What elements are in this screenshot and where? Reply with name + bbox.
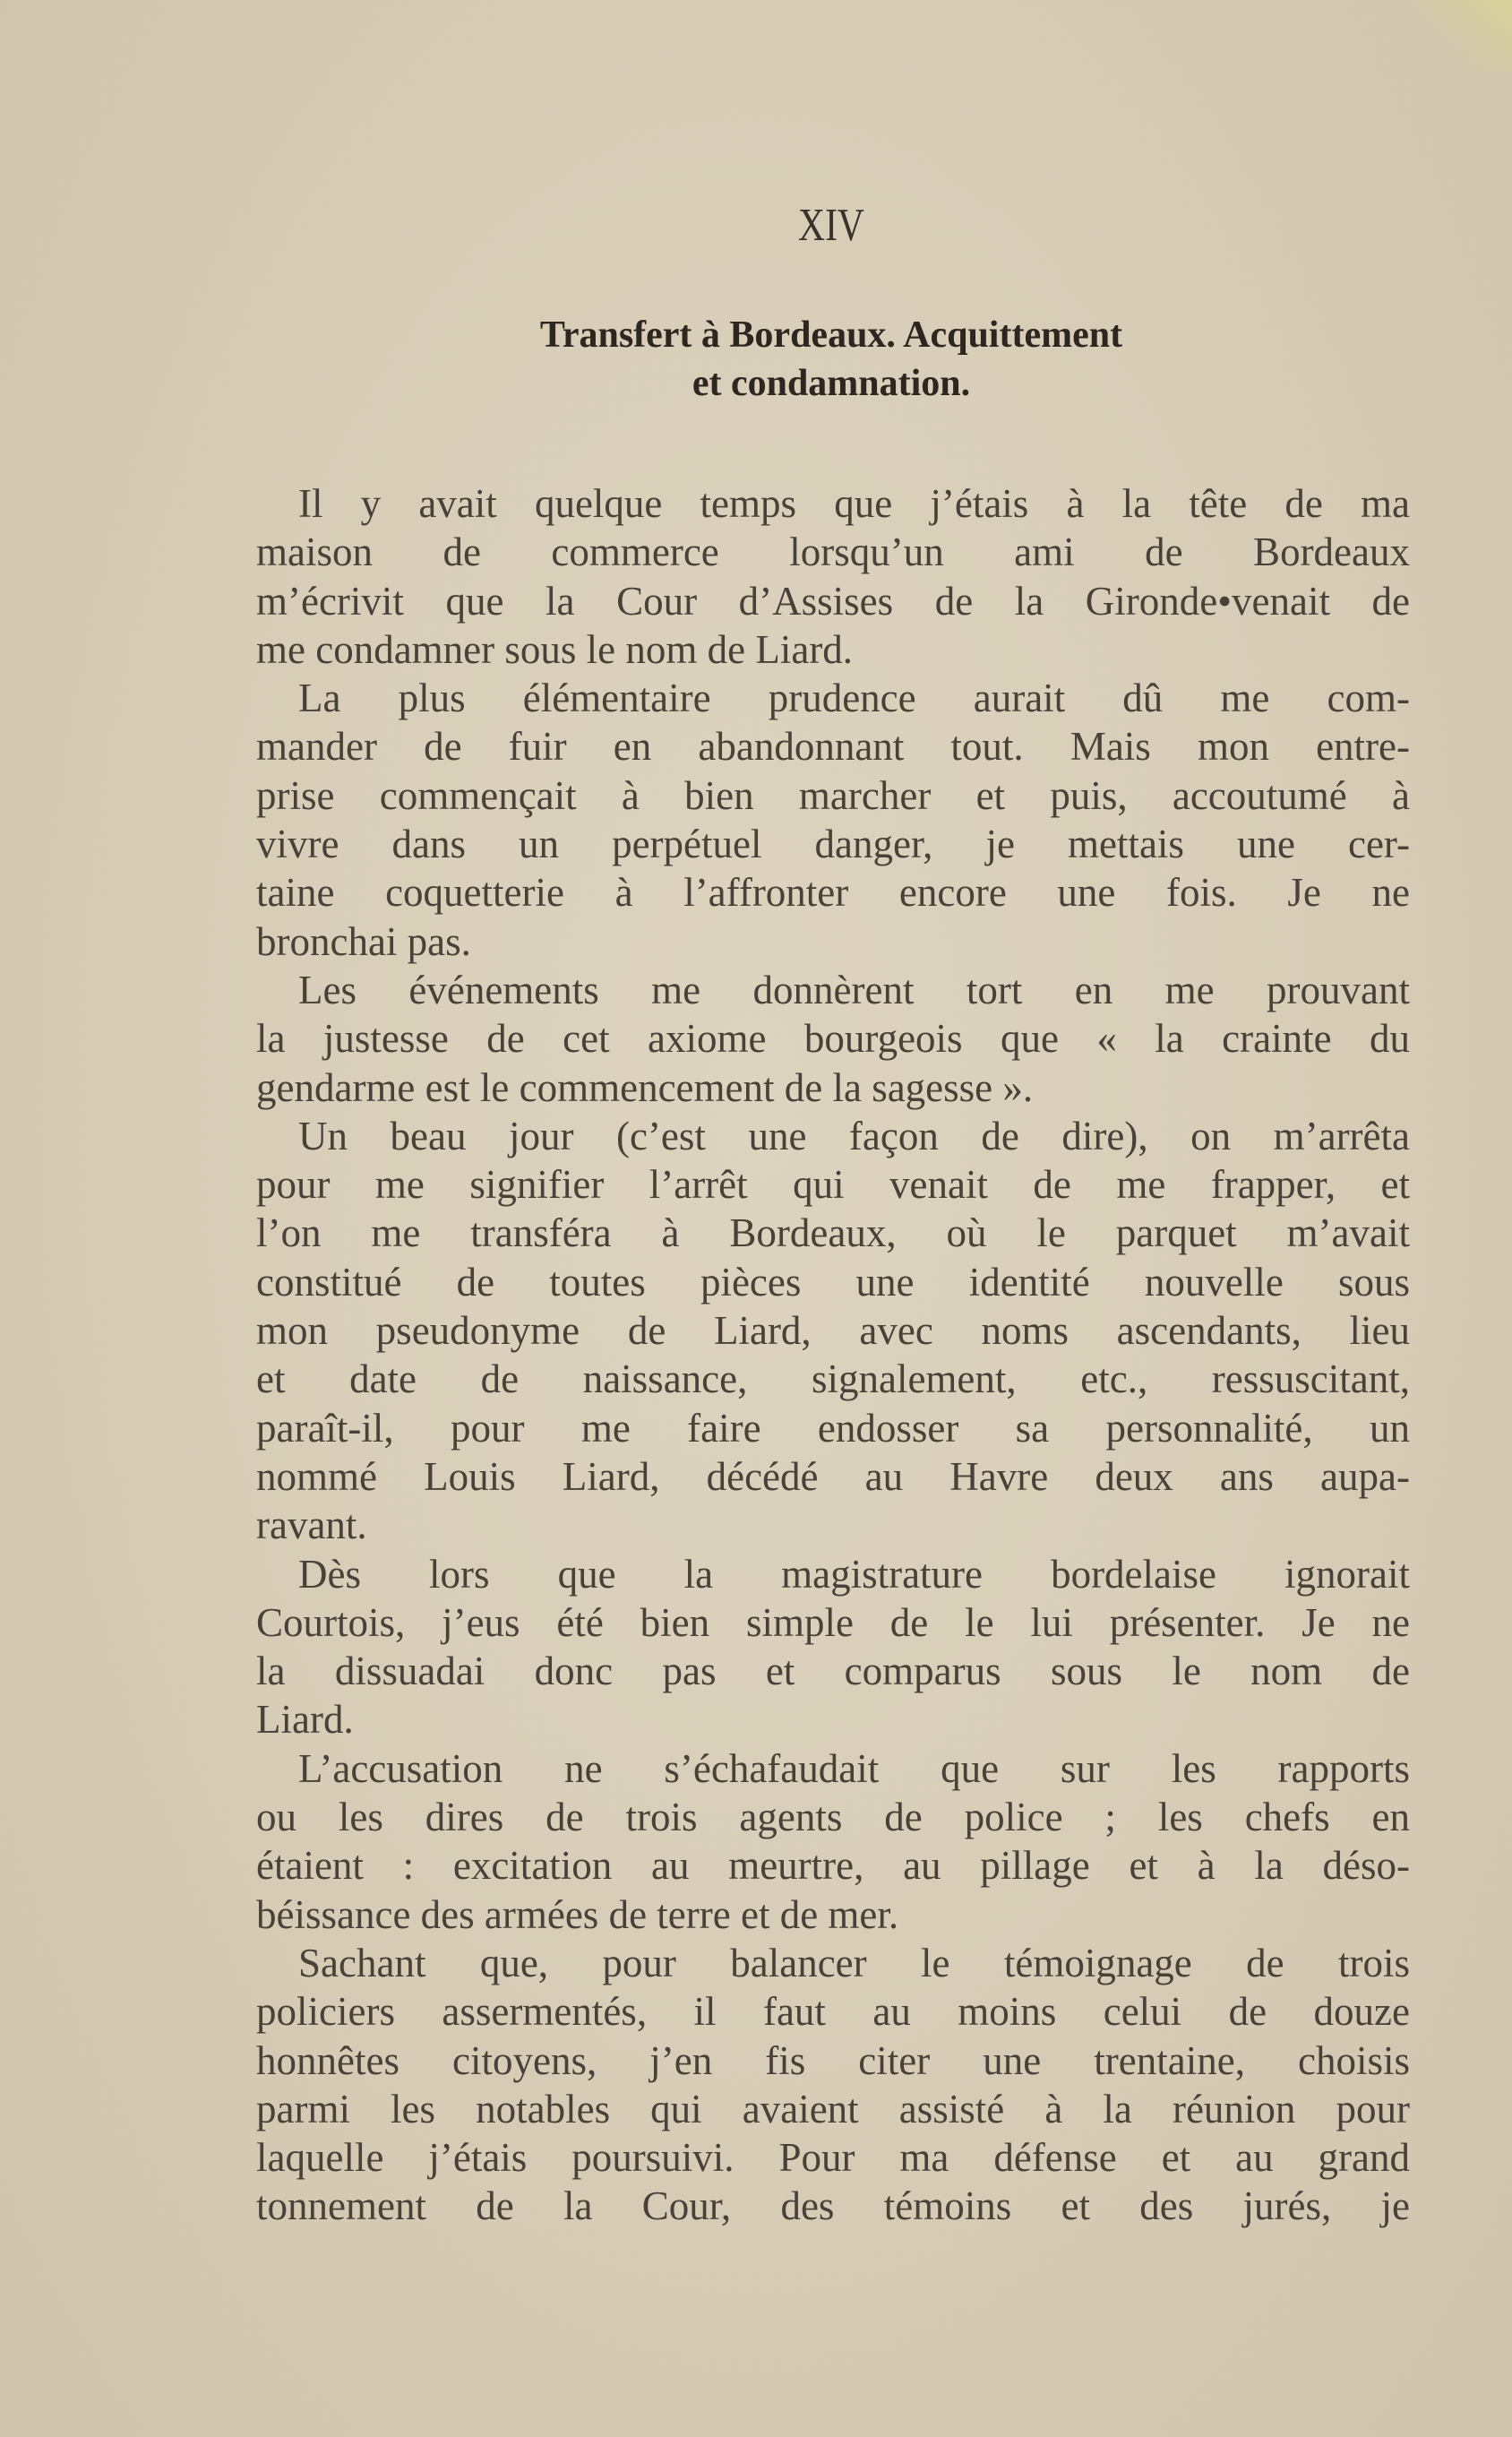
text-line: mon pseudonyme de Liard, avec noms ascendants, lieu — [256, 1308, 1410, 1354]
text-line: béissance des armées de terre et de mer. — [256, 1891, 899, 1937]
text-line: parmi les notables qui avaient assisté à la réunion pour — [256, 2086, 1410, 2131]
text-line: Un beau jour (c’est une façon de dire), on m’arrêta — [298, 1113, 1410, 1158]
text-line: mander de fuir en abandonnant tout. Mais mon entre- — [256, 724, 1410, 770]
chapter-title-line-2: et condamnation. — [692, 363, 971, 404]
body-text — [256, 479, 1410, 2231]
text-line: la justesse de cet axiome bourgeois que « la crainte du — [256, 1016, 1410, 1062]
text-line: Les événements me donnèrent tort en me prouvant — [298, 967, 1410, 1012]
page-corner-stain — [1413, 0, 1512, 72]
text-line: et date de naissance, signalement, etc., ressuscitant, — [256, 1356, 1410, 1402]
text-line: prise commençait à bien marcher et puis, accoutumé à — [256, 772, 1410, 818]
text-line: Sachant que, pour balancer le témoignage de trois — [298, 1940, 1410, 1985]
text-line: La plus élémentaire prudence aurait dû me com- — [298, 676, 1410, 721]
chapter-title-line-1: Transfert à Bordeaux. Acquittement — [539, 314, 1123, 356]
text-line: maison de commerce lorsqu’un ami de Bordeaux — [256, 530, 1410, 575]
text-line: ou les dires de trois agents de police ; les chefs en — [256, 1795, 1410, 1840]
text-line: Liard. — [256, 1697, 354, 1743]
text-line: laquelle j’étais poursuivi. Pour ma défense et au grand — [256, 2135, 1410, 2181]
text-line: policiers assermentés, il faut au moins celui de douze — [256, 1989, 1410, 2035]
text-line: gendarme est le commencement de la sagesse ». — [256, 1064, 1034, 1110]
text-line: l’on me transféra à Bordeaux, où le parquet m’avait — [256, 1210, 1410, 1256]
text-line: la dissuadai donc pas et comparus sous le nom de — [256, 1649, 1410, 1694]
text-line: pour me signifier l’arrêt qui venait de me frapper, et — [256, 1162, 1410, 1208]
text-line: m’écrivit que la Cour d’Assises de la Gironde•venait de — [256, 578, 1410, 624]
text-line: étaient : excitation au meurtre, au pillage et à la déso- — [256, 1843, 1410, 1889]
text-line: Courtois, j’eus été bien simple de le lui présenter. Je ne — [256, 1599, 1410, 1645]
text-line: nommé Louis Liard, décédé au Havre deux ans aupa- — [256, 1453, 1410, 1499]
text-line: ravant. — [256, 1503, 367, 1548]
text-line: Il y avait quelque temps que j’étais à la tête de ma — [298, 481, 1410, 526]
text-line: honnêtes citoyens, j’en fis citer une trentaine, choisis — [256, 2037, 1410, 2083]
text-line: tonnement de la Cour, des témoins et des jurés, je — [256, 2183, 1410, 2229]
chapter-number: XIV — [798, 200, 864, 251]
text-line: Dès lors que la magistrature bordelaise ignorait — [298, 1551, 1410, 1597]
text-line: bronchai pas. — [256, 918, 471, 964]
text-line: paraît-il, pour me faire endosser sa personnalité, un — [256, 1405, 1410, 1451]
text-line: me condamner sous le nom de Liard. — [256, 626, 854, 672]
text-line: vivre dans un perpétuel danger, je mettais une cer- — [256, 822, 1410, 867]
text-line: constitué de toutes pièces une identité nouvelle sous — [256, 1259, 1410, 1305]
text-line: taine coquetterie à l’affronter encore une fois. Je ne — [256, 870, 1410, 916]
text-line: L’accusation ne s’échafaudait que sur les rapports — [298, 1745, 1410, 1791]
